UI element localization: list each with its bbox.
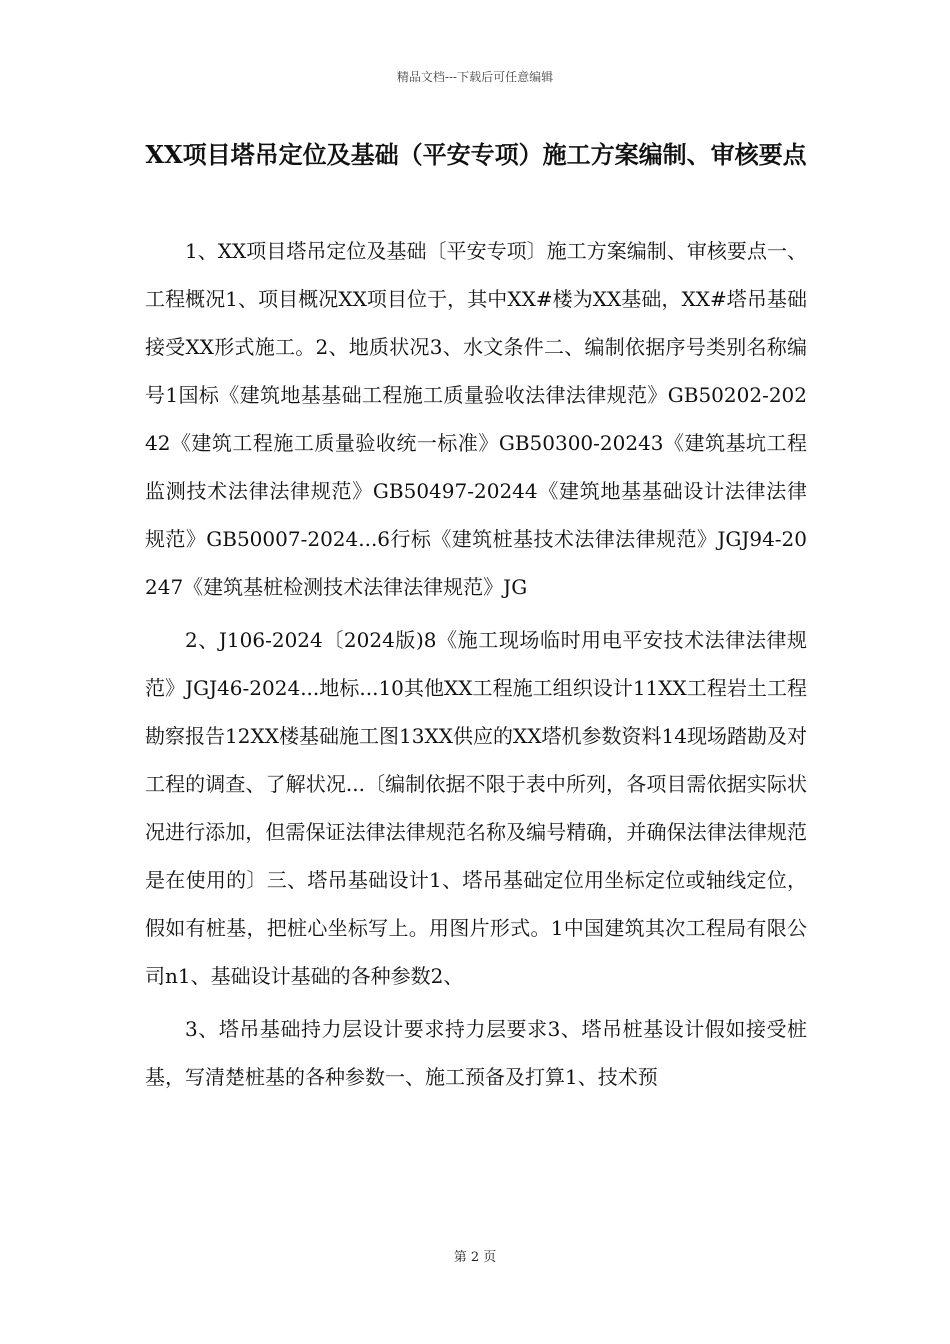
document-title: XX项目塔吊定位及基础（平安专项）施工方案编制、审核要点 [145, 140, 807, 169]
page-number: 第 2 页 [453, 1250, 497, 1265]
paragraph-3: 3、塔吊基础持力层设计要求持力层要求3、塔吊桩基设计假如接受桩基，写清楚桩基的各种参数一、施工预备及打算1、技术预 [145, 1017, 807, 1089]
paragraph-1: 1、XX项目塔吊定位及基础〔平安专项〕施工方案编制、审核要点一、工程概况1、项目概况XX项目位于，其中XX#楼为XX基础，XX#塔吊基础接受XX形式施工。2、地质状况3、水文条件二、编制依据序号类别名称编号1国标《建筑地基基础工程施工质量验收法律法律规范》GB50202-20242《建筑工程施工质量验收统一标准》GB50300-20243《建筑基坑工程监测技术法律法律规范》GB50497-20244《建筑地基基础设计法律法律规范》GB50007-2024...6行标《建筑桩基技术法律法律规范》JGJ94-20247《建筑基桩检测技术法律法律规范》JG [145, 239, 807, 599]
page-header: 精品文档---下载后可任意编辑 [396, 70, 554, 84]
paragraph-2: 2、J106-2024〔2024版)8《施工现场临时用电平安技术法律法律规范》JGJ46-2024...地标...10其他XX工程施工组织设计11XX工程岩土工程勘察报告12XX楼基础施工图13XX供应的XX塔机参数资料14现场踏勘及对工程的调查、了解状况...〔编制依据不限于表中所列，各项目需依据实际状况进行添加，但需保证法律法律规范名称及编号精确，并确保法律法律规范是在使用的〕三、塔吊基础设计1、塔吊基础定位用坐标定位或轴线定位，假如有桩基，把桩心坐标写上。用图片形式。1中国建筑其次工程局有限公司n1、基础设计基础的各种参数2、 [145, 628, 807, 988]
document-body [145, 227, 807, 1106]
